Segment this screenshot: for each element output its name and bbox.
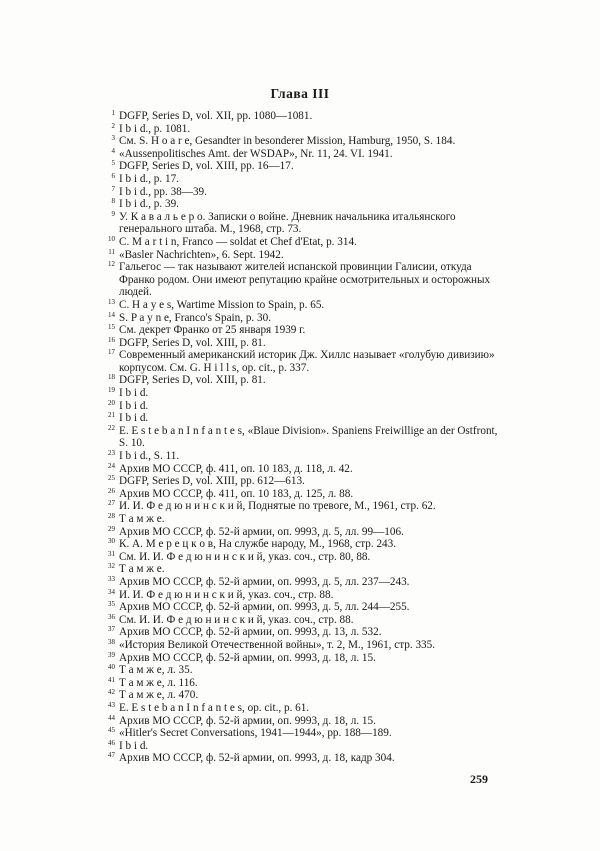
endnote-item [105, 589, 500, 602]
endnote-text: Архив МО СССР, ф. 52-й армии, оп. 9993, д. 18, л. 15. [119, 651, 376, 664]
endnote-number: 20 [108, 398, 115, 407]
endnote-item [105, 374, 500, 387]
endnote-text: Т а м ж е, л. 470. [119, 689, 199, 702]
endnote-item [105, 173, 500, 186]
endnote-text: Архив МО СССР, ф. 52-й армии, оп. 9993, д. 5, лл. 237—243. [119, 575, 410, 588]
endnote-item [105, 123, 500, 136]
endnote-item [105, 614, 500, 627]
endnote-text: Гальегос — так называют жителей испанской провинции Галисии, откуда Франко родом. Они имеют репутацию крайне осмотрительных и осторожных людей. [119, 261, 491, 299]
endnote-text: I b i d., p. 39. [119, 198, 179, 211]
endnote-text: Архив МО СССР, ф. 52-й армии, оп. 9993, д. 5, лл. 244—255. [119, 601, 410, 614]
endnote-item [105, 135, 500, 148]
endnote-number: 24 [108, 461, 115, 470]
endnote-item [105, 740, 500, 753]
endnote-number: 19 [108, 386, 115, 395]
endnote-text: Т а м ж е. [119, 513, 165, 525]
endnote-item [105, 475, 500, 488]
endnote-text: E. E s t e b a n I n f a n t e s, op. cit., p. 61. [119, 701, 310, 714]
endnote-number: 44 [108, 713, 115, 722]
endnote-text: Т а м ж е, л. 116. [119, 676, 198, 689]
endnote-item [105, 601, 500, 614]
endnote-number: 23 [108, 449, 115, 458]
endnote-number: 33 [108, 574, 115, 583]
endnote-item [105, 551, 500, 564]
endnote-text: DGFP, Series D, vol. XIII, pp. 612—613. [119, 475, 305, 488]
endnote-item [105, 563, 500, 576]
endnote-number: 16 [108, 335, 115, 344]
endnote-number: 47 [108, 751, 115, 760]
endnote-text: I b i d., S. 11. [119, 450, 180, 463]
endnote-number: 12 [108, 260, 115, 269]
endnote-item [105, 463, 500, 476]
endnote-item [105, 249, 500, 262]
endnote-text: Современный американский историк Дж. Хиллс называет «голубую дивизию» корпусом. См. G. H i l l s, op. cit., p. 337. [119, 349, 495, 374]
endnote-text: Т а м ж е. [119, 563, 165, 576]
endnote-item [105, 702, 500, 715]
endnote-text: C. M a r t i n, Franco — soldat et Chef d'Etat, p. 314. [119, 235, 357, 248]
endnote-text: «Basler Nachrichten», 6. Sept. 1942. [119, 248, 284, 261]
endnote-item [105, 337, 500, 350]
endnote-number: 45 [108, 726, 115, 735]
endnote-text: Архив МО СССР, ф. 52-й армии, оп. 9993, д. 13, л. 532. [119, 626, 382, 639]
endnote-text: К. А. М е р е ц к о в, На службе народу, М., 1968, стр. 243. [119, 538, 397, 551]
endnote-text: Архив МО СССР, ф. 52-й армии, оп. 9993, д. 18, л. 15. [119, 714, 376, 727]
endnote-item [105, 450, 500, 463]
endnote-item [105, 526, 500, 539]
endnote-item [105, 312, 500, 325]
endnote-text: I b i d. [119, 739, 149, 752]
endnote-item [105, 626, 500, 639]
endnote-item [105, 538, 500, 551]
endnote-text: S. P a y n e, Franco's Spain, p. 30. [119, 311, 272, 324]
endnote-item [105, 664, 500, 677]
endnote-item [105, 412, 500, 425]
endnote-item [105, 425, 500, 450]
endnote-item [105, 324, 500, 337]
endnote-number: 42 [108, 688, 115, 697]
endnote-number: 18 [108, 373, 115, 382]
endnote-text: См. И. И. Ф е д ю н и н с к и й, указ. соч., стр. 80, 88. [119, 550, 371, 563]
endnote-number: 6 [111, 171, 115, 180]
endnote-number: 4 [111, 146, 115, 155]
endnote-text: DGFP, Series D, vol. XII, pp. 1080—1081. [119, 110, 313, 122]
endnote-number: 10 [108, 234, 115, 243]
endnote-text: «Hitler's Secret Conversations, 1941—1944», pp. 188—189. [119, 727, 392, 740]
endnote-text: См. декрет Франко от 25 января 1939 г. [119, 324, 306, 337]
endnote-number: 41 [108, 675, 115, 684]
endnote-item [105, 488, 500, 501]
endnote-item [105, 349, 500, 374]
endnote-item [105, 110, 500, 123]
endnote-text: Т а м ж е, л. 35. [119, 664, 193, 677]
endnote-number: 26 [108, 486, 115, 495]
endnote-number: 38 [108, 637, 115, 646]
endnote-text: I b i d. [119, 412, 149, 425]
endnote-number: 15 [108, 323, 115, 332]
endnote-number: 31 [108, 549, 115, 558]
endnote-number: 40 [108, 663, 115, 672]
endnote-number: 35 [108, 600, 115, 609]
endnotes-list [105, 110, 500, 765]
endnote-number: 37 [108, 625, 115, 634]
endnote-number: 36 [108, 612, 115, 621]
endnote-text: E. E s t e b a n I n f a n t e s, «Blaue Division». Spaniens Freiwillige an der Ostfront, S. 10. [119, 424, 498, 450]
endnote-item [105, 677, 500, 690]
endnote-text: Архив МО СССР, ф. 52-й армии, оп. 9993, д. 18, кадр 304. [119, 752, 395, 765]
endnote-number: 30 [108, 537, 115, 546]
endnote-text: Архив МО СССР, ф. 411, оп. 10 183, д. 118, л. 42. [119, 462, 353, 475]
endnote-item [105, 400, 500, 413]
endnote-number: 8 [111, 197, 115, 206]
endnote-text: Архив МО СССР, ф. 52-й армии, оп. 9993, д. 5, лл. 99—106. [119, 525, 404, 538]
endnote-number: 17 [108, 348, 115, 357]
endnote-number: 27 [108, 499, 115, 508]
endnote-number: 5 [111, 159, 115, 168]
endnote-number: 11 [108, 247, 115, 256]
endnote-item [105, 689, 500, 702]
endnote-number: 43 [108, 700, 115, 709]
endnote-number: 39 [108, 650, 115, 659]
endnote-number: 13 [108, 297, 115, 306]
endnote-item [105, 500, 500, 513]
endnote-item [105, 261, 500, 299]
endnote-number: 34 [108, 587, 115, 596]
endnote-item [105, 715, 500, 728]
endnote-text: Архив МО СССР, ф. 411, оп. 10 183, д. 125, л. 88. [119, 487, 354, 500]
page-number: 259 [470, 772, 488, 786]
endnote-item [105, 727, 500, 740]
endnote-text: I b i d. [119, 387, 149, 400]
endnote-item [105, 387, 500, 400]
endnote-item [105, 211, 500, 236]
endnote-text: I b i d., p. 17. [119, 172, 179, 185]
endnote-text: I b i d., p. 1081. [119, 122, 191, 135]
endnote-number: 22 [108, 423, 115, 432]
endnote-item [105, 513, 500, 526]
endnote-number: 9 [111, 209, 115, 218]
endnote-text: I b i d., pp. 38—39. [119, 185, 207, 198]
endnote-item [105, 652, 500, 665]
endnote-text: I b i d. [119, 399, 149, 412]
endnote-text: DGFP, Series D, vol. XIII, p. 81. [119, 374, 266, 387]
endnote-item [105, 299, 500, 312]
endnote-item [105, 576, 500, 589]
endnote-item [105, 160, 500, 173]
endnote-number: 7 [111, 184, 115, 193]
endnote-text: «Aussenpolitisches Amt. der WSDAP», Nr. 11, 24. VI. 1941. [119, 147, 393, 160]
endnote-number: 2 [111, 121, 115, 130]
endnote-text: И. И. Ф е д ю н и н с к и й, указ. соч., стр. 88. [119, 588, 334, 601]
endnote-text: C. H a y e s, Wartime Mission to Spain, p. 65. [119, 298, 325, 311]
endnote-item [105, 198, 500, 211]
endnote-item [105, 186, 500, 199]
endnote-text: У. К а в а л ь е р о. Записки о войне. Дневник начальника итальянского генерального штаба. М., 1968, стр. 73. [119, 210, 456, 236]
endnote-text: См. И. И. Ф е д ю н и н с к и й, указ. соч., стр. 88. [119, 613, 354, 626]
endnote-number: 3 [111, 134, 115, 143]
endnote-item [105, 148, 500, 161]
endnote-number: 1 [111, 109, 115, 117]
endnote-text: «История Великой Отечественной войны», т. 2, М., 1961, стр. 335. [119, 638, 436, 651]
endnote-item [105, 236, 500, 249]
endnote-number: 46 [108, 738, 115, 747]
endnote-number: 25 [108, 474, 115, 483]
endnote-text: И. И. Ф е д ю н и н с к и й, Поднятые по тревоге, М., 1961, стр. 62. [119, 500, 436, 513]
endnote-item [105, 752, 500, 765]
endnote-number: 21 [108, 411, 115, 420]
endnote-number: 29 [108, 524, 115, 533]
endnote-item [105, 639, 500, 652]
endnote-number: 14 [108, 310, 115, 319]
endnote-number: 32 [108, 562, 115, 571]
endnote-text: DGFP, Series D, vol. XIII, pp. 16—17. [119, 160, 294, 173]
endnote-number: 28 [108, 512, 115, 520]
endnote-text: См. S. H o a r e, Gesandter in besonderer Mission, Hamburg, 1950, S. 184. [119, 135, 456, 148]
endnote-text: DGFP, Series D, vol. XIII, p. 81. [119, 336, 266, 349]
chapter-title: Глава III [270, 86, 330, 101]
